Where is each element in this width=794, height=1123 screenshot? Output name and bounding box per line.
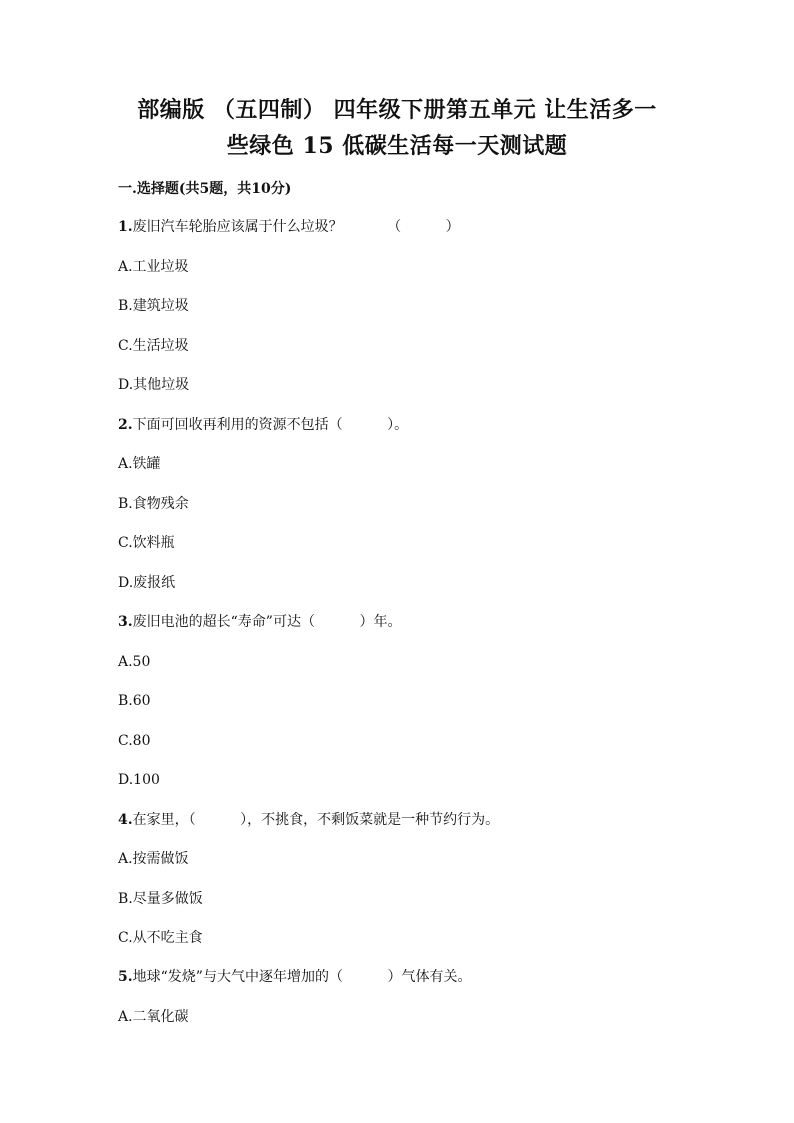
question-number: 4. xyxy=(118,812,133,828)
option-1-a: A.工业垃圾 xyxy=(118,259,189,275)
option-4-b: B.尽量多做饭 xyxy=(118,891,203,907)
option-1-d: D.其他垃圾 xyxy=(118,377,190,393)
option-2-b: B.食物残余 xyxy=(118,496,189,512)
option-5-a: A.二氧化碳 xyxy=(118,1009,189,1025)
option-2-c: C.饮料瓶 xyxy=(118,535,175,551)
option-1-b: B.建筑垃圾 xyxy=(118,298,189,314)
option-4-a: A.按需做饭 xyxy=(118,851,189,867)
question-text: 下面可回收再利用的资源不包括（ ）。 xyxy=(132,417,409,433)
option-3-c: C.80 xyxy=(118,733,151,749)
document-title-line-2: 些绿色 15 低碳生活每一天测试题 xyxy=(226,133,568,159)
question-3 xyxy=(118,613,401,631)
document-title-line-1: 部编版 （五四制） 四年级下册第五单元 让生活多一 xyxy=(137,97,657,123)
question-text: 废旧汽车轮胎应该属于什么垃圾？ （ ） xyxy=(132,219,460,235)
question-2 xyxy=(118,416,408,434)
question-number: 3. xyxy=(118,614,133,630)
option-3-a: A.50 xyxy=(118,654,151,670)
question-text: 在家里，（ ），不挑食，不剩饭菜就是一种节约行为。 xyxy=(132,812,500,828)
question-4 xyxy=(118,811,499,829)
question-number: 1. xyxy=(118,219,133,235)
option-2-a: A.铁罐 xyxy=(118,456,161,472)
option-3-b: B.60 xyxy=(118,693,151,709)
option-3-d: D.100 xyxy=(118,772,160,788)
question-text: 地球“发烧”与大气中逐年增加的（ ）气体有关。 xyxy=(132,969,472,985)
option-2-d: D.废报纸 xyxy=(118,575,176,591)
option-4-c: C.从不吃主食 xyxy=(118,930,203,946)
question-5 xyxy=(118,968,471,986)
question-1 xyxy=(118,218,460,236)
option-1-c: C.生活垃圾 xyxy=(118,338,189,354)
question-number: 5. xyxy=(118,969,133,985)
question-number: 2. xyxy=(118,417,133,433)
question-text: 废旧电池的超长“寿命”可达（ ）年。 xyxy=(132,614,402,630)
section-heading: 一.选择题(共5题，共10分) xyxy=(118,181,292,197)
